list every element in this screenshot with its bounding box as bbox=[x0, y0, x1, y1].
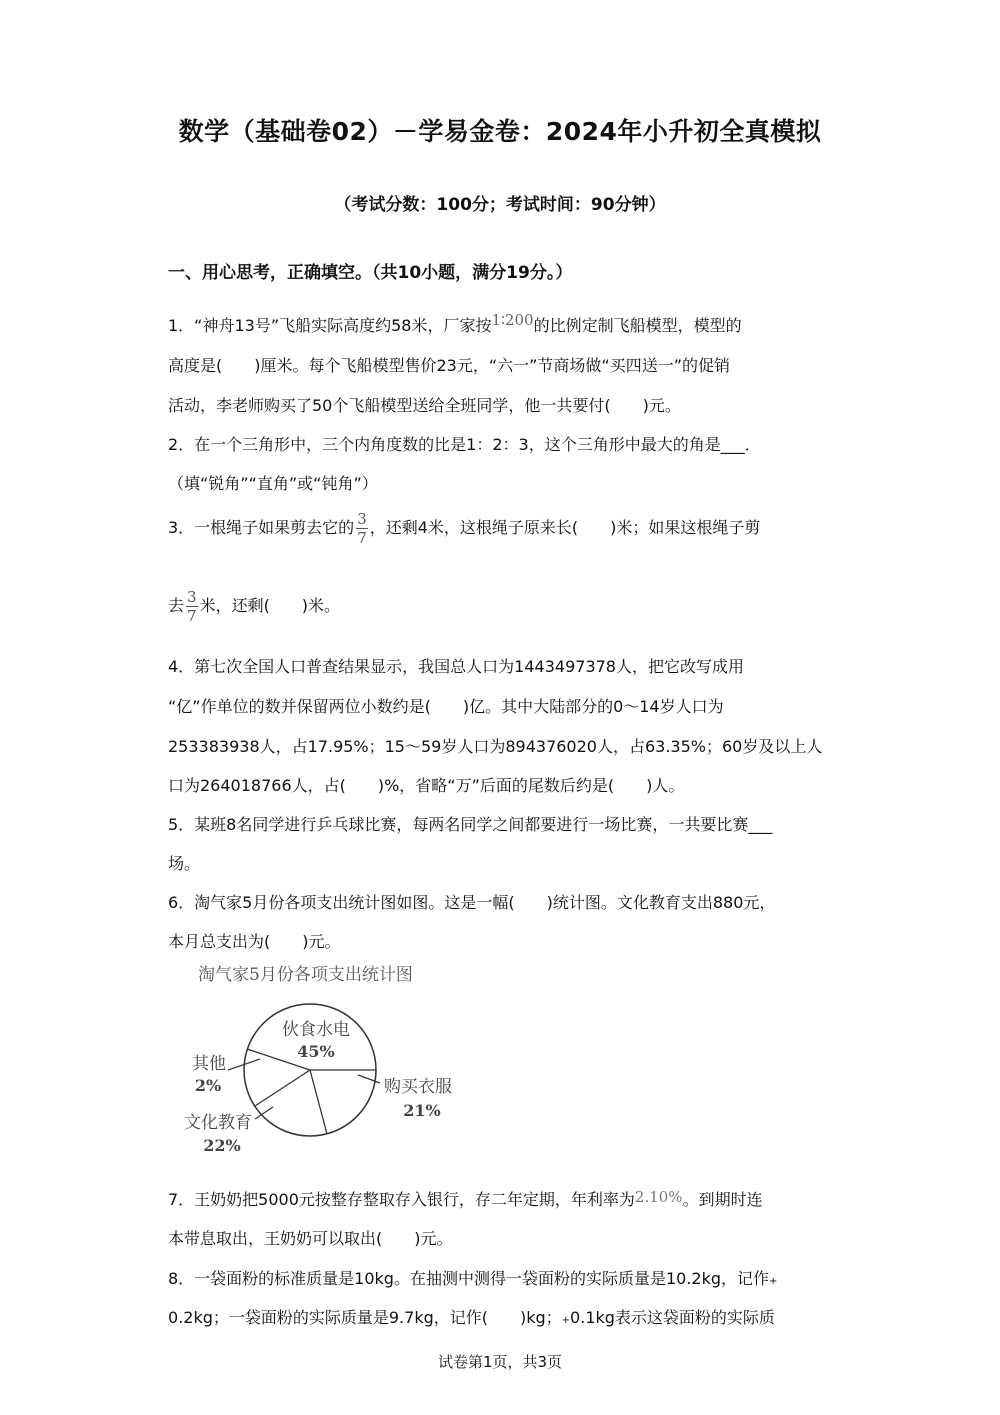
q1-text-a: 1．“神舟13号”飞船实际高度约58米，厂家按 bbox=[168, 316, 492, 335]
q8-plus-sign-2: + bbox=[561, 1315, 571, 1326]
slice-name-food: 伙食水电 bbox=[282, 1020, 350, 1040]
question-6-line-1: 6．淘气家5月份各项支出统计图如图。这是一幅( )统计图。文化教育支出880元， bbox=[168, 893, 776, 912]
q8-text-a: 8．一袋面粉的标准质量是10kg。在抽测中测得一袋面粉的实际质量是10.2kg，记作 bbox=[168, 1269, 770, 1288]
q3-fraction-2: $\frac{3}{7}$ bbox=[187, 588, 197, 625]
q3-fraction: $\frac{3}{7}$ bbox=[357, 510, 367, 547]
slice-divider-2 bbox=[310, 1070, 327, 1134]
page-footer: 试卷第1页，共3页 bbox=[437, 1353, 563, 1371]
slice-name-clothes: 购买衣服 bbox=[384, 1077, 452, 1097]
question-5-line-1: 5．某班8名同学进行乒乓球比赛，每两名同学之间都要进行一场比赛，一共要比赛___ bbox=[168, 815, 773, 834]
question-1-line-3: 活动，李老师购买了50个飞船模型送给全班同学，他一共要付( )元。 bbox=[168, 396, 681, 415]
slice-divider-3 bbox=[255, 1070, 310, 1106]
question-2-line-1: 2．在一个三角形中，三个内角度数的比是1：2：3，这个三角形中最大的角是___． bbox=[168, 435, 761, 454]
question-4-line-4: 口为264018766人，占( )%，省略“万”后面的尾数后约是( )人。 bbox=[168, 776, 685, 795]
question-4-line-3: 253383938人，占17.95%；15～59岁人口为894376020人，占63.35%；60岁及以上人 bbox=[168, 737, 823, 756]
question-8-line-1 bbox=[168, 1266, 777, 1289]
q8-text-b: 0.2kg；一袋面粉的实际质量是9.7kg，记作( )kg； bbox=[168, 1308, 562, 1327]
q7-rate: 2.10% bbox=[634, 1188, 683, 1206]
question-3-line-1 bbox=[168, 510, 760, 547]
q3-text-a: 3．一根绳子如果剪去它的 bbox=[168, 518, 355, 537]
q8-text-c: 0.1kg表示这袋面粉的实际质 bbox=[570, 1308, 775, 1327]
question-1-line-1 bbox=[168, 313, 742, 336]
question-2-line-2: （填“锐角”“直角”或“钝角”） bbox=[168, 474, 378, 493]
q7-text-a: 7．王奶奶把5000元按整存整取存入银行，存二年定期，年利率为 bbox=[168, 1190, 635, 1209]
pie-chart bbox=[170, 995, 490, 1165]
slice-label-other: 2% bbox=[194, 1076, 222, 1095]
q3-text-b: ，还剩4米，这根绳子原来长( )米；如果这根绳子剪 bbox=[369, 518, 761, 537]
slice-name-other: 其他 bbox=[192, 1054, 226, 1074]
q7-text-b: 。到期时连 bbox=[682, 1190, 763, 1209]
question-7-line-2: 本带息取出，王奶奶可以取出( )元。 bbox=[168, 1229, 453, 1248]
q3-text-c: 去 bbox=[168, 596, 185, 615]
question-3-line-2 bbox=[168, 588, 340, 625]
question-5-line-2: 场。 bbox=[168, 854, 201, 873]
slice-label-clothes: 21% bbox=[403, 1101, 441, 1120]
q1-ratio: 1∶200 bbox=[491, 311, 534, 329]
question-7-line-1 bbox=[168, 1187, 763, 1210]
slice-name-education: 文化教育 bbox=[184, 1113, 252, 1133]
chart-title: 淘气家5月份各项支出统计图 bbox=[198, 965, 413, 985]
slice-label-food: 45% bbox=[297, 1042, 335, 1061]
q8-plus-sign: + bbox=[769, 1276, 778, 1287]
page-title: 数学（基础卷02）－学易金卷：2024年小升初全真模拟 bbox=[178, 117, 822, 146]
q1-text-b: 的比例定制飞船模型，模型的 bbox=[533, 316, 742, 335]
question-1-line-2: 高度是( )厘米。每个飞船模型售价23元，“六一”节商场做“买四送一”的促销 bbox=[168, 356, 731, 375]
question-8-line-2 bbox=[168, 1305, 775, 1328]
question-4-line-2: “亿”作单位的数并保留两位小数约是( )亿。其中大陆部分的0～14岁人口为 bbox=[168, 697, 724, 716]
section-heading: 一、用心思考，正确填空。（共10小题，满分19分。） bbox=[168, 263, 573, 283]
exam-info: （考试分数：100分；考试时间：90分钟） bbox=[334, 195, 666, 215]
question-6-line-2: 本月总支出为( )元。 bbox=[168, 932, 341, 951]
slice-label-education: 22% bbox=[203, 1136, 241, 1155]
question-4-line-1: 4．第七次全国人口普查结果显示，我国总人口为1443497378人，把它改写成用 bbox=[168, 657, 744, 676]
q3-text-d: 米，还剩( )米。 bbox=[199, 596, 341, 615]
leader-line-clothes bbox=[358, 1075, 380, 1083]
